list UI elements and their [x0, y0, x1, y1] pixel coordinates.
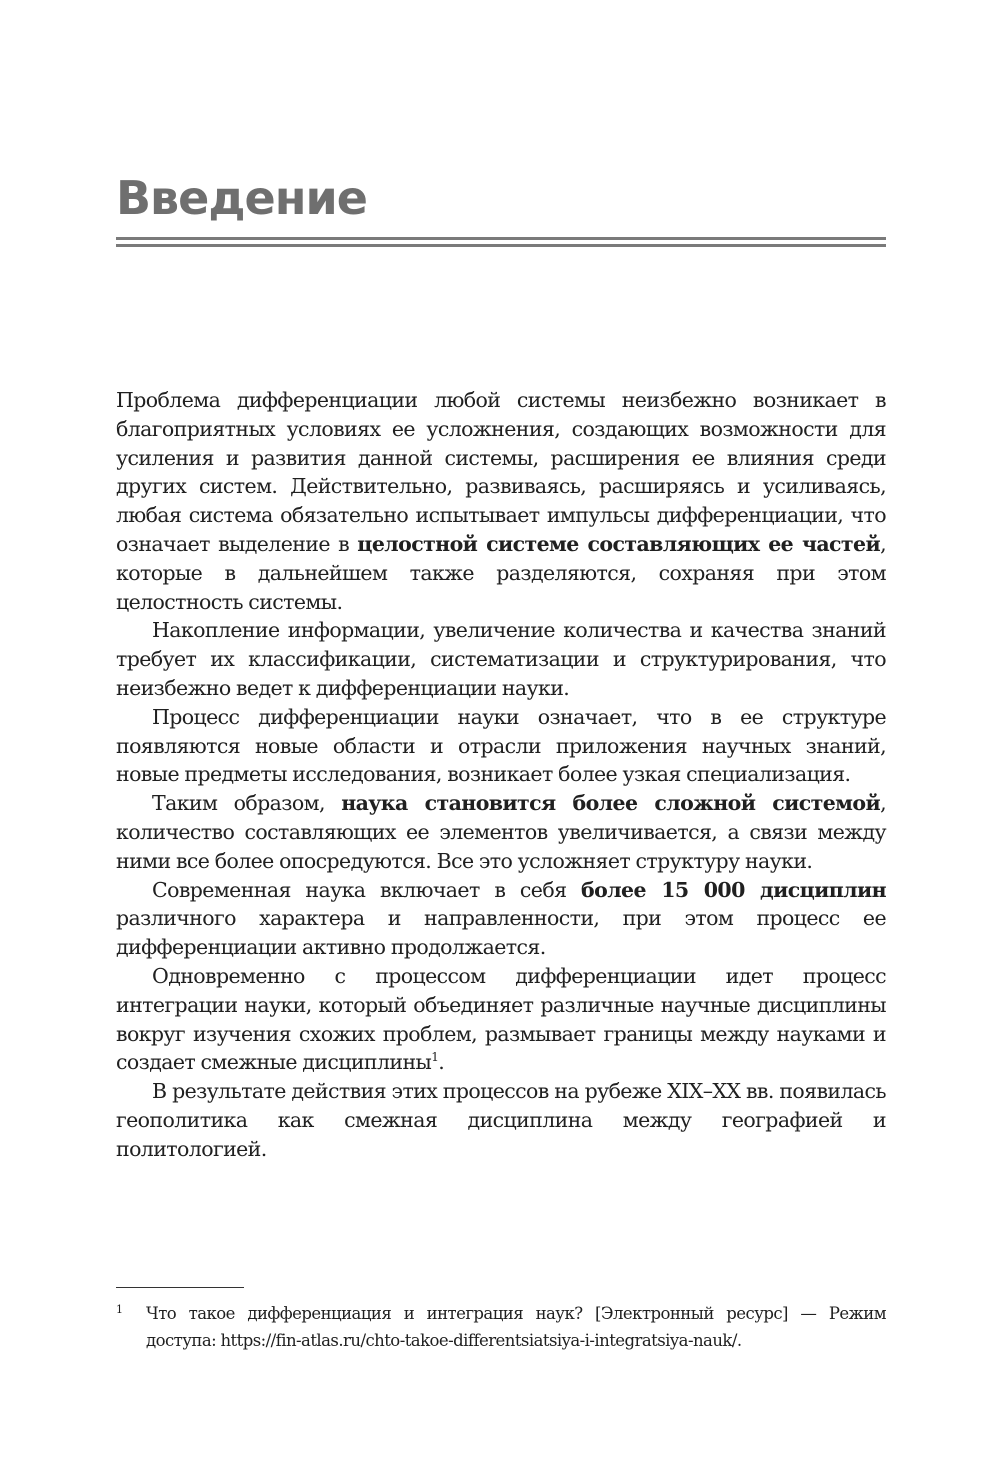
paragraph-text: , которые в дальнейшем также разделяются, сохраняя при этом целостность системы. [116, 531, 886, 614]
paragraph [116, 789, 886, 875]
paragraph-text: Проблема дифференциации любой системы неизбежно возникает в благоприятных условиях ее усложнения, создающих возможности для усиления и развития данной системы, расширения ее влияния среди других систем. Действительно, развиваясь, расширяясь и усиливаясь, любая система обязательно испытывает импульсы дифференциации, что означает выделение в [116, 388, 886, 556]
body-text [116, 386, 886, 1164]
paragraph [116, 616, 886, 702]
chapter-title: Введение [116, 171, 367, 225]
title-rule-lower-line [116, 244, 886, 247]
bold-phrase: наука становится более сложной системой [341, 791, 881, 816]
paragraph-text: Процесс дифференциации науки означает, что в ее структуре появляются новые области и отрасли приложения научных знаний, новые предметы исследования, возникает более узкая специализация. [116, 704, 886, 787]
footnote-separator [116, 1287, 244, 1288]
footnote-reference[interactable]: 1 [431, 1050, 439, 1065]
paragraph [116, 962, 886, 1077]
bold-phrase: целостной системе составляющих ее частей [357, 531, 881, 556]
paragraph [116, 1077, 886, 1163]
paragraph-text: Одновременно с процессом дифференциации идет процесс интеграции науки, который объединяет различные научные дисциплины вокруг изучения схожих проблем, размывает границы между науками и создает смежные дисциплины [116, 963, 886, 1075]
paragraph-text: . [438, 1050, 445, 1075]
paragraph-text: , количество составляющих ее элементов увеличивается, а связи между ними все более опосредуются. Все это усложняет структуру науки. [116, 791, 886, 873]
paragraph [116, 876, 886, 962]
paragraph-text: Современная наука включает в себя [152, 877, 582, 902]
title-rule-upper-line [116, 237, 886, 240]
footnote-text: Что такое дифференциация и интеграция наук? [Электронный ресурс] — Режим доступа: https://fin-atlas.ru/chto-takoe-differentsiatsiya-i-integratsiya-nauk/. [146, 1304, 886, 1350]
paragraph-text: различного характера и направленности, при этом процесс ее дифференциации активно продолжается. [116, 906, 886, 960]
paragraph [116, 703, 886, 789]
title-double-rule [116, 237, 886, 248]
bold-phrase: более 15 000 дисциплин [581, 877, 886, 902]
footnote [116, 1300, 886, 1354]
book-page [116, 0, 886, 1469]
paragraph-text: Накопление информации, увеличение количества и качества знаний требует их классификации, систематизации и структурирования, что неизбежно ведет к дифференциации науки. [116, 618, 886, 700]
paragraph [116, 386, 886, 616]
paragraph-text: Таким образом, [152, 791, 342, 816]
footnote-number: 1 [116, 1303, 123, 1316]
paragraph-text: В результате действия этих процессов на рубеже XIX–XX вв. появилась геополитика как смежная дисциплина между географией и политологией. [116, 1079, 886, 1161]
